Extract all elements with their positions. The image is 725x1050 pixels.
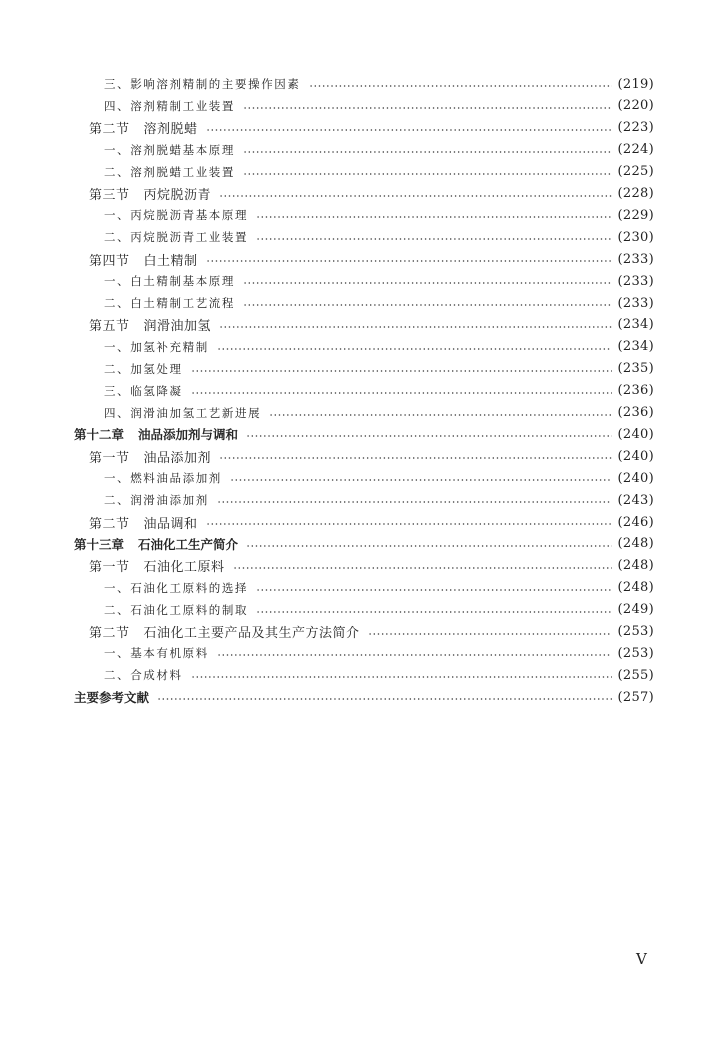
toc-entry[interactable]	[0, 534, 654, 554]
toc-entry-title: 一、溶剂脱蜡基本原理	[104, 142, 235, 157]
section-title: 油品添加剂	[143, 450, 212, 466]
toc-entry-page: (246)	[617, 514, 654, 530]
dot-leader	[206, 129, 612, 131]
toc-entry-page: (243)	[617, 492, 654, 508]
dot-leader	[256, 589, 611, 591]
chapter-title: 石油化工生产简介	[138, 536, 239, 552]
toc-entry[interactable]	[0, 118, 654, 138]
toc-entry-page: (229)	[617, 207, 654, 223]
toc-entry-title: 三、临氢降凝	[104, 383, 183, 398]
section-number: 第二节	[89, 516, 130, 532]
toc-entry-page: (248)	[617, 558, 654, 574]
section-number: 第五节	[89, 319, 130, 335]
dot-leader	[243, 151, 612, 153]
section-title: 石油化工主要产品及其生产方法简介	[143, 626, 360, 641]
toc-entry[interactable]	[0, 687, 654, 707]
section-number: 第一节	[89, 450, 130, 466]
toc-entry[interactable]	[0, 665, 654, 685]
toc-entry-page: (233)	[617, 251, 654, 267]
toc-entry[interactable]	[0, 337, 654, 357]
toc-entry-title	[0, 315, 219, 334]
toc-entry-title: 二、溶剂脱蜡工业装置	[104, 164, 235, 179]
toc-entry[interactable]	[0, 184, 654, 204]
toc-entry[interactable]	[0, 205, 654, 225]
toc-entry-page: (253)	[617, 645, 654, 661]
toc-entry[interactable]	[0, 468, 654, 488]
dot-leader	[256, 238, 611, 240]
section-title: 润滑油加氢	[143, 319, 212, 335]
toc-entry[interactable]	[0, 359, 654, 379]
toc-entry-title	[0, 513, 206, 532]
section-number: 第一节	[89, 560, 130, 576]
section-number: 第三节	[89, 188, 130, 203]
toc-entry-page: (240)	[617, 426, 654, 442]
toc-entry-title: 一、丙烷脱沥青基本原理	[104, 208, 249, 223]
dot-leader	[243, 282, 612, 284]
section-title: 油品调和	[143, 516, 198, 532]
toc-entry-title	[0, 184, 219, 203]
chapter-title: 油品添加剂与调和	[138, 427, 239, 443]
toc-entry-title	[0, 118, 206, 137]
toc-entry-title: 二、白土精制工艺流程	[104, 296, 235, 310]
dot-leader	[217, 501, 612, 503]
toc-entry-page: (249)	[617, 602, 654, 618]
toc-entry-title	[0, 622, 368, 641]
toc-entry[interactable]	[0, 381, 654, 401]
toc-entry-page: (219)	[617, 76, 654, 92]
dot-leader	[233, 567, 612, 569]
dot-leader	[368, 633, 612, 635]
dot-leader	[191, 392, 612, 394]
toc-entry[interactable]	[0, 446, 654, 466]
toc-entry-title	[0, 250, 206, 269]
toc-entry-page: (255)	[617, 667, 654, 683]
toc-entry[interactable]	[0, 315, 654, 335]
chapter-number: 第十三章	[74, 536, 125, 552]
section-title: 白土精制	[143, 253, 198, 269]
toc-entry-page: (223)	[617, 120, 654, 136]
toc-entry-title: 一、白土精制基本原理	[104, 274, 235, 289]
toc-entry-page: (236)	[617, 383, 654, 399]
toc-entry-title: 二、合成材料	[104, 668, 183, 683]
toc-entry-page: (230)	[617, 229, 654, 245]
toc-entry[interactable]	[0, 271, 654, 291]
toc-entry-title: 四、溶剂精制工业装置	[104, 98, 235, 113]
toc-entry-title: 主要参考文献	[74, 690, 150, 706]
dot-leader	[157, 698, 612, 700]
toc-entry-title: 三、影响溶剂精制的主要操作因素	[104, 77, 301, 91]
toc-entry[interactable]	[0, 249, 654, 269]
dot-leader	[219, 195, 612, 197]
toc-entry[interactable]	[0, 162, 654, 182]
toc-entry[interactable]	[0, 403, 654, 423]
section-title: 溶剂脱蜡	[143, 122, 198, 138]
toc-entry-title: 二、石油化工原料的制取	[104, 602, 249, 617]
toc-entry-title	[0, 556, 233, 575]
toc-entry[interactable]	[0, 424, 654, 444]
toc-entry[interactable]	[0, 227, 654, 247]
section-title: 石油化工原料	[143, 560, 225, 576]
toc-entry-page: (233)	[617, 273, 654, 289]
dot-leader	[206, 523, 612, 525]
toc-entry-title: 二、加氢处理	[104, 361, 183, 376]
toc-entry-page: (235)	[617, 361, 654, 377]
toc-entry[interactable]	[0, 512, 654, 532]
toc-entry[interactable]	[0, 578, 654, 598]
dot-leader	[243, 173, 612, 175]
toc-entry-page: (248)	[617, 580, 654, 596]
dot-leader	[269, 414, 611, 416]
dot-leader	[246, 545, 612, 547]
toc-entry-title	[0, 425, 246, 443]
page-number: V	[636, 950, 647, 968]
toc-entry-page: (234)	[617, 317, 654, 333]
dot-leader	[206, 260, 612, 262]
toc-entry-title: 二、润滑油添加剂	[104, 493, 209, 508]
toc-entry-page: (240)	[617, 470, 654, 486]
toc-entry[interactable]	[0, 140, 654, 160]
toc-entry-page: (240)	[617, 448, 654, 464]
toc-entry-page: (220)	[617, 98, 654, 114]
toc-entry-page: (224)	[617, 142, 654, 158]
section-number: 第四节	[89, 253, 130, 269]
dot-leader	[246, 435, 612, 437]
section-number: 第二节	[89, 626, 130, 641]
dot-leader	[256, 611, 611, 613]
toc-entry-title	[0, 535, 246, 553]
section-title: 丙烷脱沥青	[143, 188, 212, 203]
dot-leader	[243, 304, 612, 306]
chapter-number: 第十二章	[74, 427, 125, 443]
toc-entry-page: (225)	[617, 164, 654, 180]
toc-entry[interactable]	[0, 600, 654, 620]
toc-entry[interactable]	[0, 293, 654, 313]
toc-entry[interactable]	[0, 96, 654, 116]
toc-entry-page: (236)	[617, 405, 654, 420]
toc-entry-title: 一、石油化工原料的选择	[104, 580, 249, 595]
dot-leader	[219, 457, 612, 459]
toc-entry-title: 一、燃料油品添加剂	[104, 471, 222, 486]
toc-entry[interactable]	[0, 74, 654, 94]
section-number: 第二节	[89, 122, 130, 138]
toc-entry[interactable]	[0, 490, 654, 510]
toc-entry-page: (233)	[617, 295, 654, 311]
toc-entry-page: (253)	[617, 624, 654, 639]
toc-entry[interactable]	[0, 622, 654, 642]
toc-entry-page: (228)	[617, 186, 654, 201]
dot-leader	[217, 654, 612, 656]
toc-entry-title	[0, 447, 219, 466]
dot-leader	[219, 326, 612, 328]
dot-leader	[309, 85, 612, 87]
dot-leader	[243, 107, 612, 109]
toc-entry-page: (257)	[617, 689, 654, 705]
dot-leader	[230, 479, 612, 481]
toc-entry-title: 四、润滑油加氢工艺新进展	[104, 405, 262, 420]
toc-entry[interactable]	[0, 556, 654, 576]
toc-entry-page: (248)	[617, 536, 654, 552]
dot-leader	[217, 348, 612, 350]
toc-entry-page: (234)	[617, 339, 654, 355]
dot-leader	[191, 370, 612, 372]
toc-entry-title: 一、基本有机原料	[104, 646, 209, 661]
dot-leader	[191, 676, 612, 678]
toc-entry-title: 二、丙烷脱沥青工业装置	[104, 230, 249, 245]
toc-entry-title: 一、加氢补充精制	[104, 339, 209, 354]
toc-entry[interactable]	[0, 643, 654, 663]
dot-leader	[256, 216, 611, 218]
